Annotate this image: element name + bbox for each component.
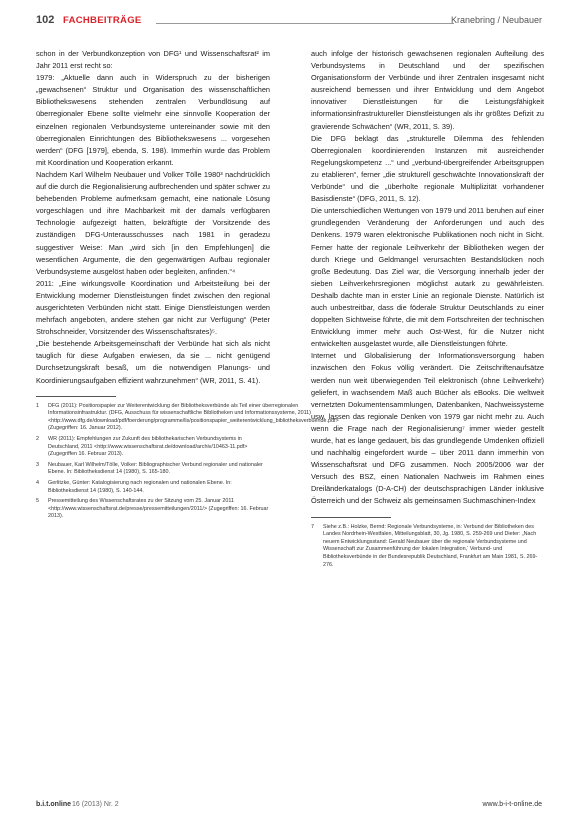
paragraph: Nachdem Karl Wilhelm Neubauer und Volker Tölle 1980³ nachdrücklich auf die durch die Regionalisierung aufbrechenden und später schwer zu behebenden Probleme aufmerksam gemacht, eine nationale Lösung vorgeschlagen und ihre Machbarkeit mit der damals verfügbaren Technologie aufgezeigt hatten, bekräftigte der Vorsitzende des zuständigen DFG-Unterausschusses nach 1981 in geradezu suggestiver Weise: Man „wird sich [in den Empfehlungen] die wesentlichen Argumente, die den gegenwärtigen Aufbau regionaler Verbundsysteme ausgelöst haben oder begleiten, anfinden.“⁴ [36, 169, 270, 276]
footnote-number: 2 [36, 436, 39, 442]
paragraph: Internet und Globalisierung der Informationsversorgung haben inzwischen den Fokus völlig verändert. Die Zeitschriftenaufsätze werden nun weit überwiegenden Teil elektronisch (ohne Leihverkehr) geliefert, in wachsendem Maß auch Bücher als eBooks. Die weltweit vernetzten Dokumentensammlungen, Datenbanken, Nachweissysteme usw. lassen das regionale Denken von 1979 gar nicht mehr zu. Auch wenn die Frage nach der Regionalisierung⁷ immer wieder gestellt wurde, hat es lange gedauert, bis das grundlegende Umdenken offiziell und nachhaltig eingefordert wurde – über 2011 dann immerhin von Wissenschaftsrat und DFG zusammen. Noch 2005/2006 war der Versuch des BSZ, einen Nationalen Nachweis im Rahmen eines Dreiländerkatalogs (D-A-CH) der deutschsprachigen Länder inklusive Österreich und der Schweiz als gemeinsamen Suchmaschinen-Index [311, 351, 544, 506]
paragraph: schon in der Verbundkonzeption von DFG¹ und Wissenschaftsrat² im Jahr 2011 erst recht so: [36, 49, 270, 71]
footnote-text: Neubauer, Karl Wilhelm/Tölle, Volker: Bibliographischer Verbund regionaler und nationaler Ebene. In: Bibliotheksdienst 14 (1980), S. 165-180. [48, 461, 263, 476]
footnote-text: Siehe z.B.: Holzke, Bernd: Regionale Verbundsysteme, in: Verbund der Bibliotheken des Landes Nordrhein-Westfalen, Mitteilungsblatt, 30, Jg. 1980, S. 259-269 und Dieter: „Nach neuem Entwicklungsstand: Gerald Neubauer über die regionale Verbundsysteme und Wissenschaft zur Zusammenführung der lokalen Integration,‘ Verbund- und Bibliotheksverbünde in der Bundesrepublik Deutschland, Frankfurt am Main 1981, S. 269-276. [323, 523, 538, 568]
breadcrumb: Kranebring / Neubauer [450, 15, 542, 25]
footnote [36, 480, 270, 495]
footnote [36, 402, 339, 433]
footnote-number: 4 [36, 479, 39, 486]
left-column [36, 48, 339, 524]
right-column [311, 48, 544, 572]
paragraph: 1979: „Aktuelle dann auch in Widerspruch zu der bisherigen „gewachsenen“ Struktur und Organisation des wissenschaftlichen Bibliothekswesens stehenden zentralen Verbundlösung auf überregionaler Ebene sollte vielmehr eine sinnvolle Kooperation der einzelnen regionalen Verbundsysteme untereinander sowie mit den überregionalen Einrichtungen des Bibliothekswesens ... vorgesehen werden“ (DFG [1979], ebenda, S. 198). Immerhin wurde das Problem mit Koordination und Kooperation erkannt. [36, 73, 270, 167]
issue-label: 16 (2013) Nr. 2 [72, 801, 119, 808]
footnote-text: Gerlitzke, Günter: Katalogisierung nach regionalen und nationalen Ebene. In: Bibliotheksdienst 14 (1980), S. 140-144. [48, 479, 232, 494]
paragraph: auch infolge der historisch gewachsenen regionalen Aufteilung des Verbundsystems in Deutschland und der spezifischen Organisationsform der Verbünde und ihrer Zentralen insgesamt nicht ausreichend bemessen und ihrer Entwicklung und dem Angebot innovativer Dienstleistungen für die Leistungsfähigkeit informationsinfrastruktureller Dienstleistungen als ihr größtes Defizit zu gravierende Schwächen“ (WR, 2011, S. 39). [311, 49, 544, 131]
paragraph: 2011: „Eine wirkungsvolle Koordination und Arbeitsteilung bei der Entwicklung moderner Dienstleistungen findet zwischen den regional ausgerichteten Verbünden nicht statt. Einige Dienstleistungen werden mehrfach angeboten, andere stehen gar nicht zur Verfügung“ (Peter Strohschneider, Vorsitzender des Wissenschaftsrates)⁵. [36, 278, 270, 337]
footnote-text: Pressemitteilung des Wissenschaftsrates zu der Sitzung vom 25. Januar 2011 <http://www.wissenschaftsrat.de/presse/pressemitteilungen/2011/> (Zugegriffen: 16. Februar 2013). [48, 498, 269, 520]
page-footer [36, 801, 542, 811]
footnote-text: DFG (2011): Positionspapier zur Weiterentwicklung der Bibliotheksverbünde als Teil einer überregionalen Informationsinfrastruktur. (DFG, Ausschuss für wissenschaftliche Bibliotheken und Informationssysteme, 2011) <http://www.dfg.de/download/pdf/foerderung/programme/lis/positionspapier_weiterentwicklung_bibliotheksverbuende.pdf> (Zugegriffen: 16. Januar 2012). [48, 402, 339, 432]
footnote [36, 436, 270, 459]
footnote-divider [311, 517, 391, 518]
journal-brand: b.i.t.online [36, 801, 71, 808]
header-rule [156, 23, 454, 24]
paragraph: Die DFG beklagt das „strukturelle Dilemma des fehlenden Oberregionalen koordinierenden Instanzen mit ausreichender Regelungskompetenz ...“ und „verbund-übergreifender Arbeitsgruppen zu etablieren“, ferner „die strukturell geschwächte Innovationskraft der Verbünde“ und die „überholte regionale Multiplizität vorhandener Basisdienste“ (DFG, 2011, S. 12). [311, 133, 544, 204]
journal-url[interactable]: www.b-i-t-online.de [482, 801, 542, 808]
page-header [36, 14, 542, 28]
footnote [311, 524, 544, 570]
section-label: FACHBEITRÄGE [63, 15, 142, 26]
footnote [36, 498, 270, 521]
footnote [36, 462, 270, 477]
page-number: 102 [36, 14, 55, 26]
paragraph: Die unterschiedlichen Wertungen von 1979 und 2011 beruhen auf einer grundlegenden Veränderung der Anforderungen und auch des Denkens. 1979 waren elektronische Publikationen noch nicht in Sicht. Ferner hatte der regionale Leihverkehr der Bibliotheken wegen der durch Kriege und Geldmangel verursachten Bestandslücken noch große Bedeutung. Das Ziel war, die Versorgung innerhalb jeder der sieben Leihverkehrsregionen möglichst autark zu gewährleisten. Deshalb dachte man in erster Linie an regionale Dienste. Natürlich ist auch unbestreitbar, dass die föderale Struktur Deutschlands zu einer doppelten Sichtweise führte, die mit dem Fortschreiten der technischen Entwicklung immer mehr auch Ost-West, für die Nutzer nicht entwickelten ausgelastet wurde, alle Dienstleistungen führte. [311, 206, 544, 349]
footnote-number: 3 [36, 461, 39, 468]
footnote-number: 1 [36, 402, 39, 409]
footnote-number: 5 [36, 498, 39, 505]
footnote-text: WR (2011): Empfehlungen zur Zukunft des bibliothekarischen Verbundsystems in Deutschland, 2011 <http://www.wissenschaftsrat.de/download/archiv/10463-11.pdf> (Zugegriffen 16. Februar 2013). [48, 436, 248, 458]
footnote-number: 7 [311, 523, 314, 530]
footnote-divider [36, 396, 116, 397]
paragraph: „Die bestehende Arbeitsgemeinschaft der Verbünde hat sich als nicht tauglich für diese Aufgaben erwiesen, da sie ... nicht genügend Durchsetzungskraft besaß, um die notwendigen Planungs- und Koordinierungsaufgaben effizient wahrzunehmen“ (WR, 2011, S. 41). [36, 339, 270, 385]
